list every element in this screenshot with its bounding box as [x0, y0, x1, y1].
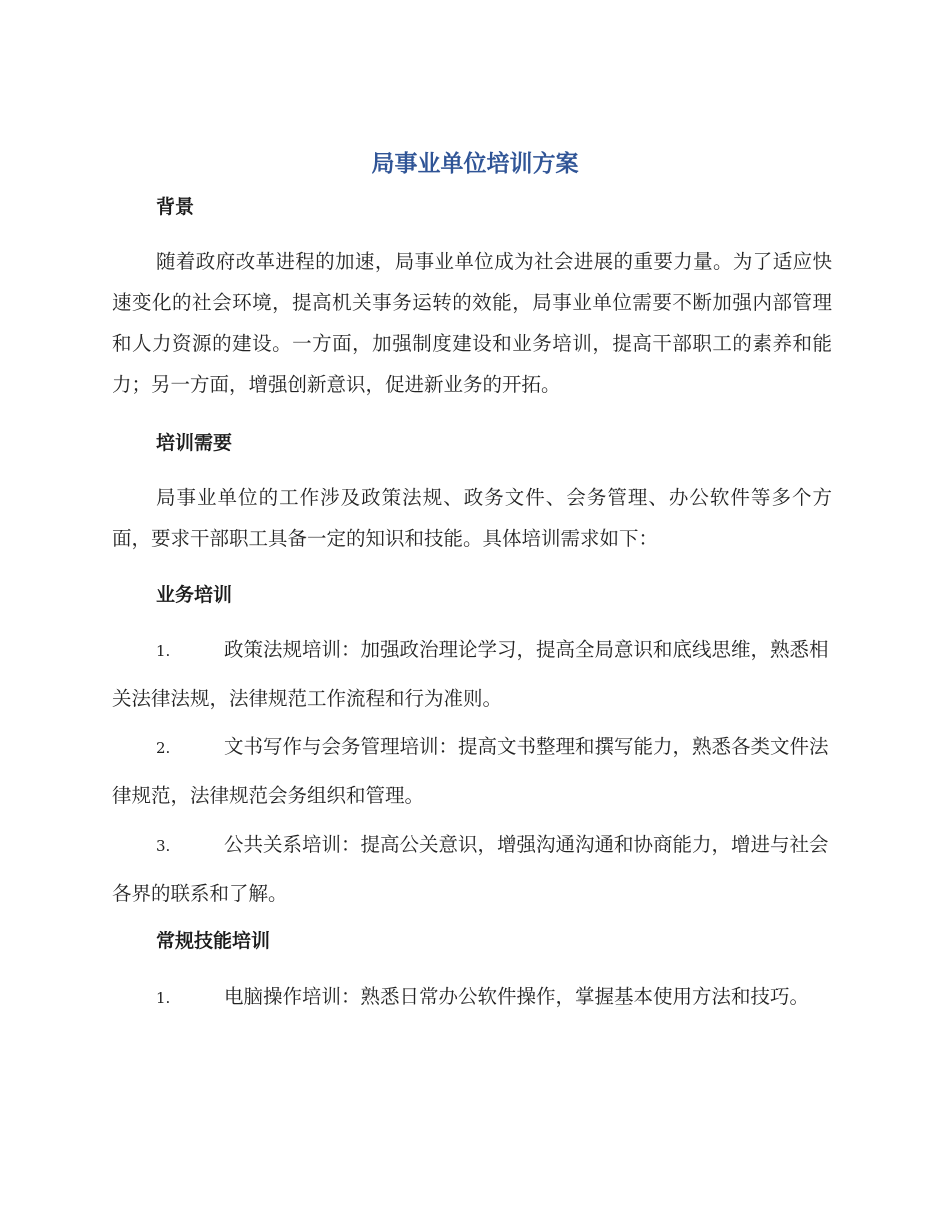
section-heading-general-skills: 常规技能培训 [156, 930, 271, 952]
section-heading-business-training: 业务培训 [156, 584, 233, 606]
list-item [112, 723, 832, 819]
list-item-text: 电脑操作培训：熟悉日常办公软件操作，掌握基本使用方法和技巧。 [224, 985, 810, 1008]
training-needs-paragraph: 局事业单位的工作涉及政策法规、政务文件、会务管理、办公软件等多个方面，要求干部职工具备一定的知识和技能。具体培训需求如下： [112, 486, 832, 550]
document-title: 局事业单位培训方案 [371, 151, 579, 177]
list-item-number: 2. [156, 739, 171, 757]
list-item-text: 文书写作与会务管理培训：提高文书整理和撰写能力，熟悉各类文件法律规范，法律规范会务组织和管理。 [112, 735, 829, 807]
list-item-number: 1. [156, 642, 171, 660]
list-item-number: 3. [156, 837, 171, 855]
list-item [112, 626, 832, 722]
list-item [112, 973, 832, 1022]
section-heading-background: 背景 [156, 196, 195, 218]
list-item-text: 公共关系培训：提高公关意识，增强沟通沟通和协商能力，增进与社会各界的联系和了解。 [112, 833, 829, 905]
list-item-number: 1. [156, 989, 171, 1007]
section-heading-training-needs: 培训需要 [156, 432, 233, 454]
list-item-text: 政策法规培训：加强政治理论学习，提高全局意识和底线思维，熟悉相关法律法规，法律规范工作流程和行为准则。 [112, 638, 829, 710]
background-paragraph: 随着政府改革进程的加速，局事业单位成为社会进展的重要力量。为了适应快速变化的社会环境，提高机关事务运转的效能，局事业单位需要不断加强内部管理和人力资源的建设。一方面，加强制度建设和业务培训，提高干部职工的素养和能力；另一方面，增强创新意识，促进新业务的开拓。 [112, 250, 832, 396]
list-item [112, 821, 832, 917]
